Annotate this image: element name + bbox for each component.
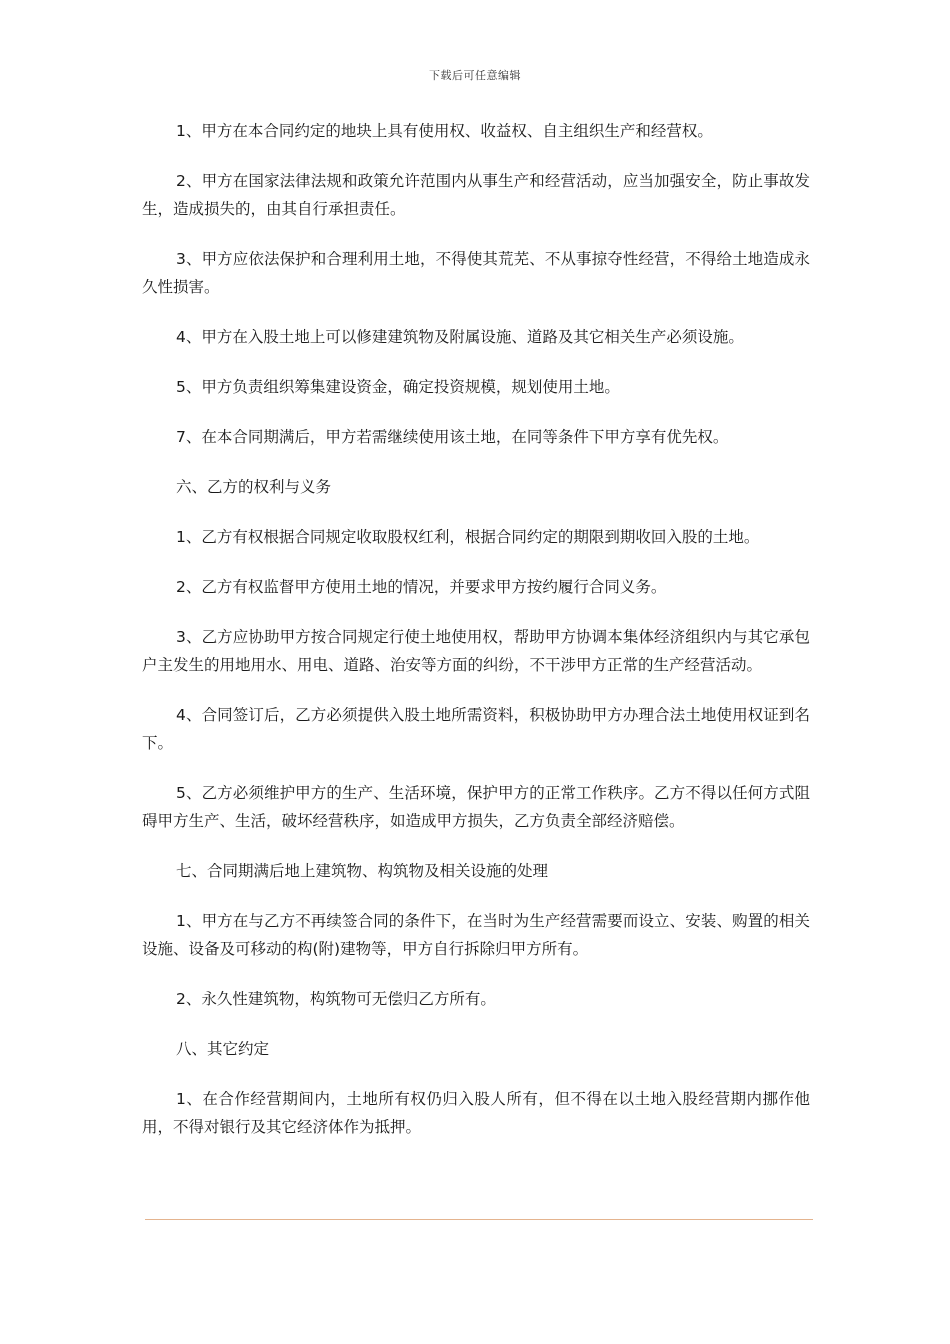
page-header-note: 下载后可任意编辑 [429, 69, 521, 82]
footer-divider [145, 1219, 813, 1220]
document-body [142, 117, 810, 1163]
paragraph: 3、甲方应依法保护和合理利用土地，不得使其荒芜、不从事掠夺性经营，不得给土地造成永久性损害。 [142, 250, 810, 296]
paragraph: 1、甲方在与乙方不再续签合同的条件下，在当时为生产经营需要而设立、安装、购置的相关设施、设备及可移动的构(附)建物等，甲方自行拆除归甲方所有。 [142, 912, 810, 958]
paragraph: 3、乙方应协助甲方按合同规定行使土地使用权，帮助甲方协调本集体经济组织内与其它承包户主发生的用地用水、用电、道路、治安等方面的纠纷，不干涉甲方正常的生产经营活动。 [142, 628, 810, 674]
paragraph: 1、甲方在本合同约定的地块上具有使用权、收益权、自主组织生产和经营权。 [176, 122, 713, 140]
paragraph: 4、甲方在入股土地上可以修建建筑物及附属设施、道路及其它相关生产必须设施。 [176, 328, 744, 346]
section-heading: 七、合同期满后地上建筑物、构筑物及相关设施的处理 [176, 862, 549, 880]
paragraph: 7、在本合同期满后，甲方若需继续使用该土地，在同等条件下甲方享有优先权。 [176, 428, 729, 446]
paragraph: 1、乙方有权根据合同规定收取股权红利，根据合同约定的期限到期收回入股的土地。 [176, 528, 760, 546]
section-heading: 六、乙方的权利与义务 [176, 478, 332, 496]
paragraph: 5、甲方负责组织筹集建设资金，确定投资规模，规划使用土地。 [176, 378, 620, 396]
section-heading: 八、其它约定 [176, 1040, 270, 1058]
paragraph: 4、合同签订后，乙方必须提供入股土地所需资料，积极协助甲方办理合法土地使用权证到名下。 [142, 706, 810, 752]
paragraph: 2、乙方有权监督甲方使用土地的情况，并要求甲方按约履行合同义务。 [176, 578, 667, 596]
paragraph: 2、甲方在国家法律法规和政策允许范围内从事生产和经营活动，应当加强安全，防止事故发生，造成损失的，由其自行承担责任。 [142, 172, 810, 218]
paragraph: 1、在合作经营期间内，土地所有权仍归入股人所有，但不得在以土地入股经营期内挪作他用，不得对银行及其它经济体作为抵押。 [142, 1090, 810, 1136]
paragraph: 2、永久性建筑物，构筑物可无偿归乙方所有。 [176, 990, 496, 1008]
paragraph: 5、乙方必须维护甲方的生产、生活环境，保护甲方的正常工作秩序。乙方不得以任何方式阻碍甲方生产、生活，破坏经营秩序，如造成甲方损失，乙方负责全部经济赔偿。 [142, 784, 810, 830]
